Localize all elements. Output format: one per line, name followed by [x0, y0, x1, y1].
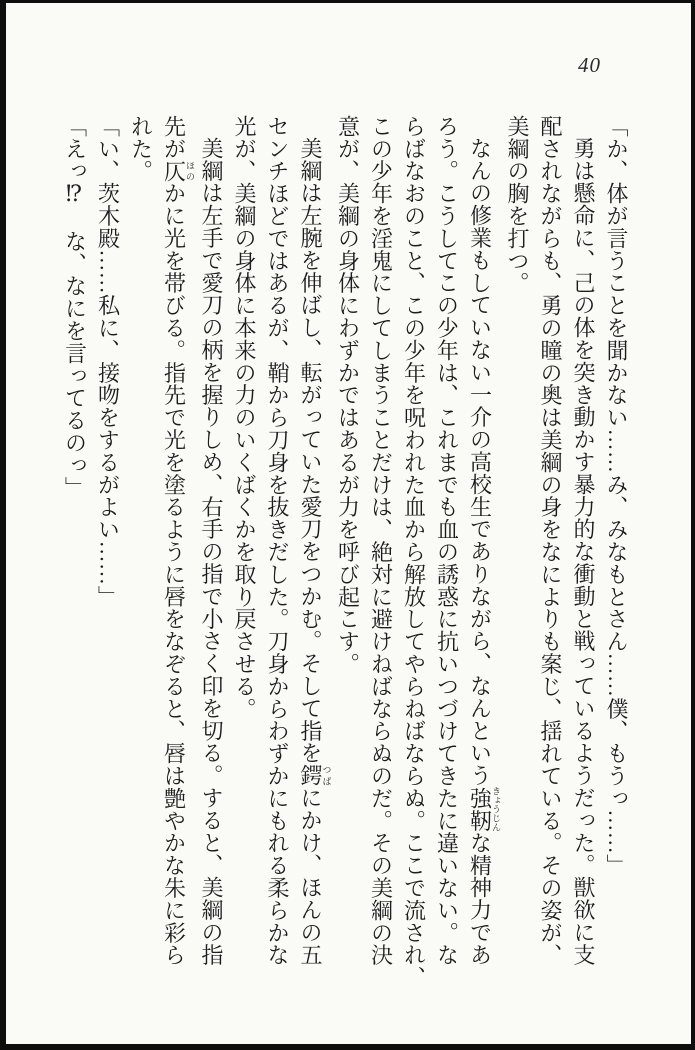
text-line: 「い、茨木殿……私に、接吻をするがよい……」 [95, 115, 121, 608]
text-line: 勇は懸命に、己の体を突き動かす暴力的な衝動と戦っているようだった。獣欲に支 [571, 137, 596, 966]
text-line: 美綱は左腕を伸ばし、転がっていた愛刀をつかむ。そして指を鍔つばにかけ、ほんの五 [298, 137, 332, 966]
text-line: 「えっ⁉ な、なにを言ってるのっ」 [62, 115, 88, 499]
vertical-text-block [59, 115, 634, 989]
text-line: らばなおのこと、この少年を呪われた血から解放してやらねばならぬ。ここで流され、 [401, 115, 427, 989]
text-line: この少年を淫鬼にしてしまうことだけは、絶対に避けねばならぬのだ。その美綱の決 [368, 115, 394, 967]
text-line: 美綱の胸を打つ。 [505, 115, 530, 295]
text-line: 意が、美綱の身体にわずかではあるが力を呼び起こす。 [335, 115, 361, 675]
book-page [6, 3, 691, 1044]
text-line: 「か、体が言うことを聞かない……み、みなもとさん……僕、もうっ……」 [604, 115, 629, 877]
text-line: れた。 [128, 115, 154, 183]
text-line: 先が仄ほのかに光を帯びる。指先で光を塗るように唇をなぞると、唇は艶やかな朱に彩ら [161, 115, 195, 967]
text-line: ろう。こうしてこの少年は、これまでも血の誘惑に抗いつづけてきたに違いない。な [434, 115, 460, 967]
ruby-annotated-word: 強靭きょうじん [467, 786, 501, 832]
ruby-annotated-word: 鍔つば [298, 764, 332, 787]
text-line: なんの修業もしていない一介の高校生でありながら、なんという強靭きょうじんな精神力であ [467, 137, 501, 966]
text-line: 配されながらも、勇の瞳の奥は美綱の身をなによりも案じ、揺れている。その姿が、 [538, 115, 563, 967]
text-line: 美綱は左手で愛刀の柄を握りしめ、右手の指で小さく印を切る。すると、美綱の指 [199, 137, 224, 966]
page-number: 40 [578, 53, 601, 77]
ruby-annotated-word: 仄ほの [161, 159, 195, 183]
text-line: センチほどではあるが、鞘から刀身を抜きだした。刀身からわずかにもれる柔らかな [265, 115, 290, 967]
text-line: 光が、美綱の身体に本来の力のいくばくかを取り戻させる。 [232, 115, 257, 720]
